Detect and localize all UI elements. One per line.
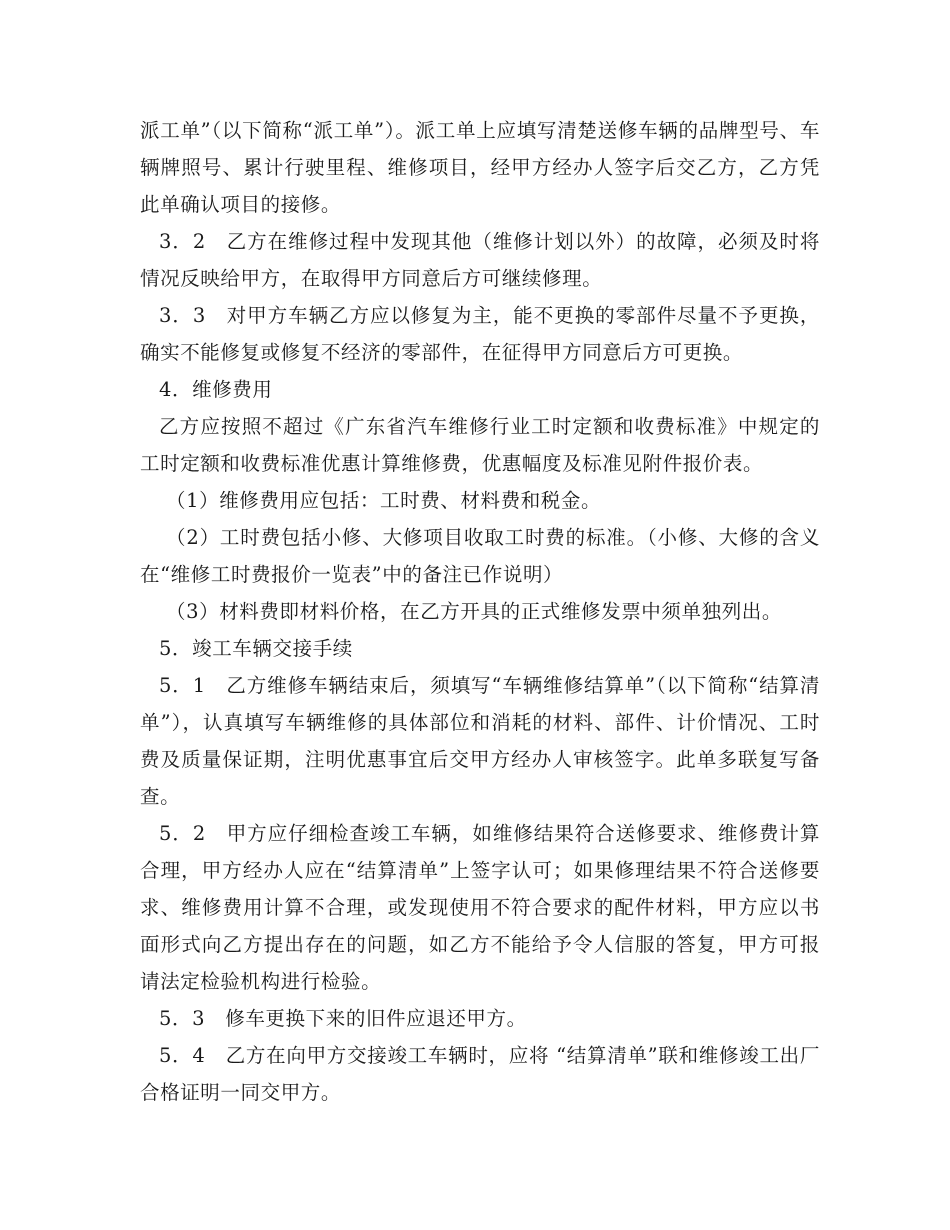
list-item-4-1: （1）维修费用应包括：工时费、材料费和税金。: [166, 489, 602, 512]
paragraph-5-2: 5．2 甲方应仔细检查竣工车辆，如维修结果符合送修要求、维修费计算合理，甲方经办人应在“结算清单”上签字认可；如果修理结果不符合送修要求、维修费用计算不合理，或发现使用不符合要求的配件材料，甲方应以书面形式向乙方提出存在的问题，如乙方不能给予令人信服的答复，甲方可报请法定检验机构进行检验。: [140, 822, 820, 993]
list-item-4-3: （3）材料费即材料价格，在乙方开具的正式维修发票中须单独列出。: [166, 600, 783, 623]
paragraph-3-3: 3．3 对甲方车辆乙方应以修复为主，能不更换的零部件尽量不予更换，确实不能修复或修复不经济的零部件，在征得甲方同意后方可更换。: [140, 304, 820, 364]
paragraph-5-3: 5．3 修车更换下来的旧件应退还甲方。: [159, 1007, 527, 1030]
paragraph-dispatch-order: 派工单”（以下简称“派工单”）。派工单上应填写清楚送修车辆的品牌型号、车辆牌照号、累计行驶里程、维修项目，经甲方经办人签字后交乙方，乙方凭此单确认项目的接修。: [140, 119, 820, 216]
paragraph-5-4: 5．4 乙方在向甲方交接竣工车辆时，应将 “结算清单”联和维修竣工出厂合格证明一同交甲方。: [140, 1044, 820, 1104]
paragraph-5-1: 5．1 乙方维修车辆结束后，须填写“车辆维修结算单”（以下简称“结算清单”），认真填写车辆维修的具体部位和消耗的材料、部件、计价情况、工时费及质量保证期，注明优惠事宜后交甲方经办人审核签字。此单多联复写备查。: [140, 674, 820, 808]
paragraph-4-body: 乙方应按照不超过《广东省汽车维修行业工时定额和收费标准》中规定的工时定额和收费标准优惠计算维修费，优惠幅度及标准见附件报价表。: [140, 415, 820, 475]
heading-4-repair-fees: 4．维修费用: [159, 378, 273, 401]
list-item-4-2: （2）工时费包括小修、大修项目收取工时费的标准。（小修、大修的含义在“维修工时费报价一览表”中的备注已作说明）: [140, 526, 820, 586]
heading-5-handover: 5．竣工车辆交接手续: [159, 637, 353, 660]
paragraph-3-2: 3．2 乙方在维修过程中发现其他（维修计划以外）的故障，必须及时将情况反映给甲方，在取得甲方同意后方可继续修理。: [140, 230, 820, 290]
document-body: [140, 112, 820, 1111]
